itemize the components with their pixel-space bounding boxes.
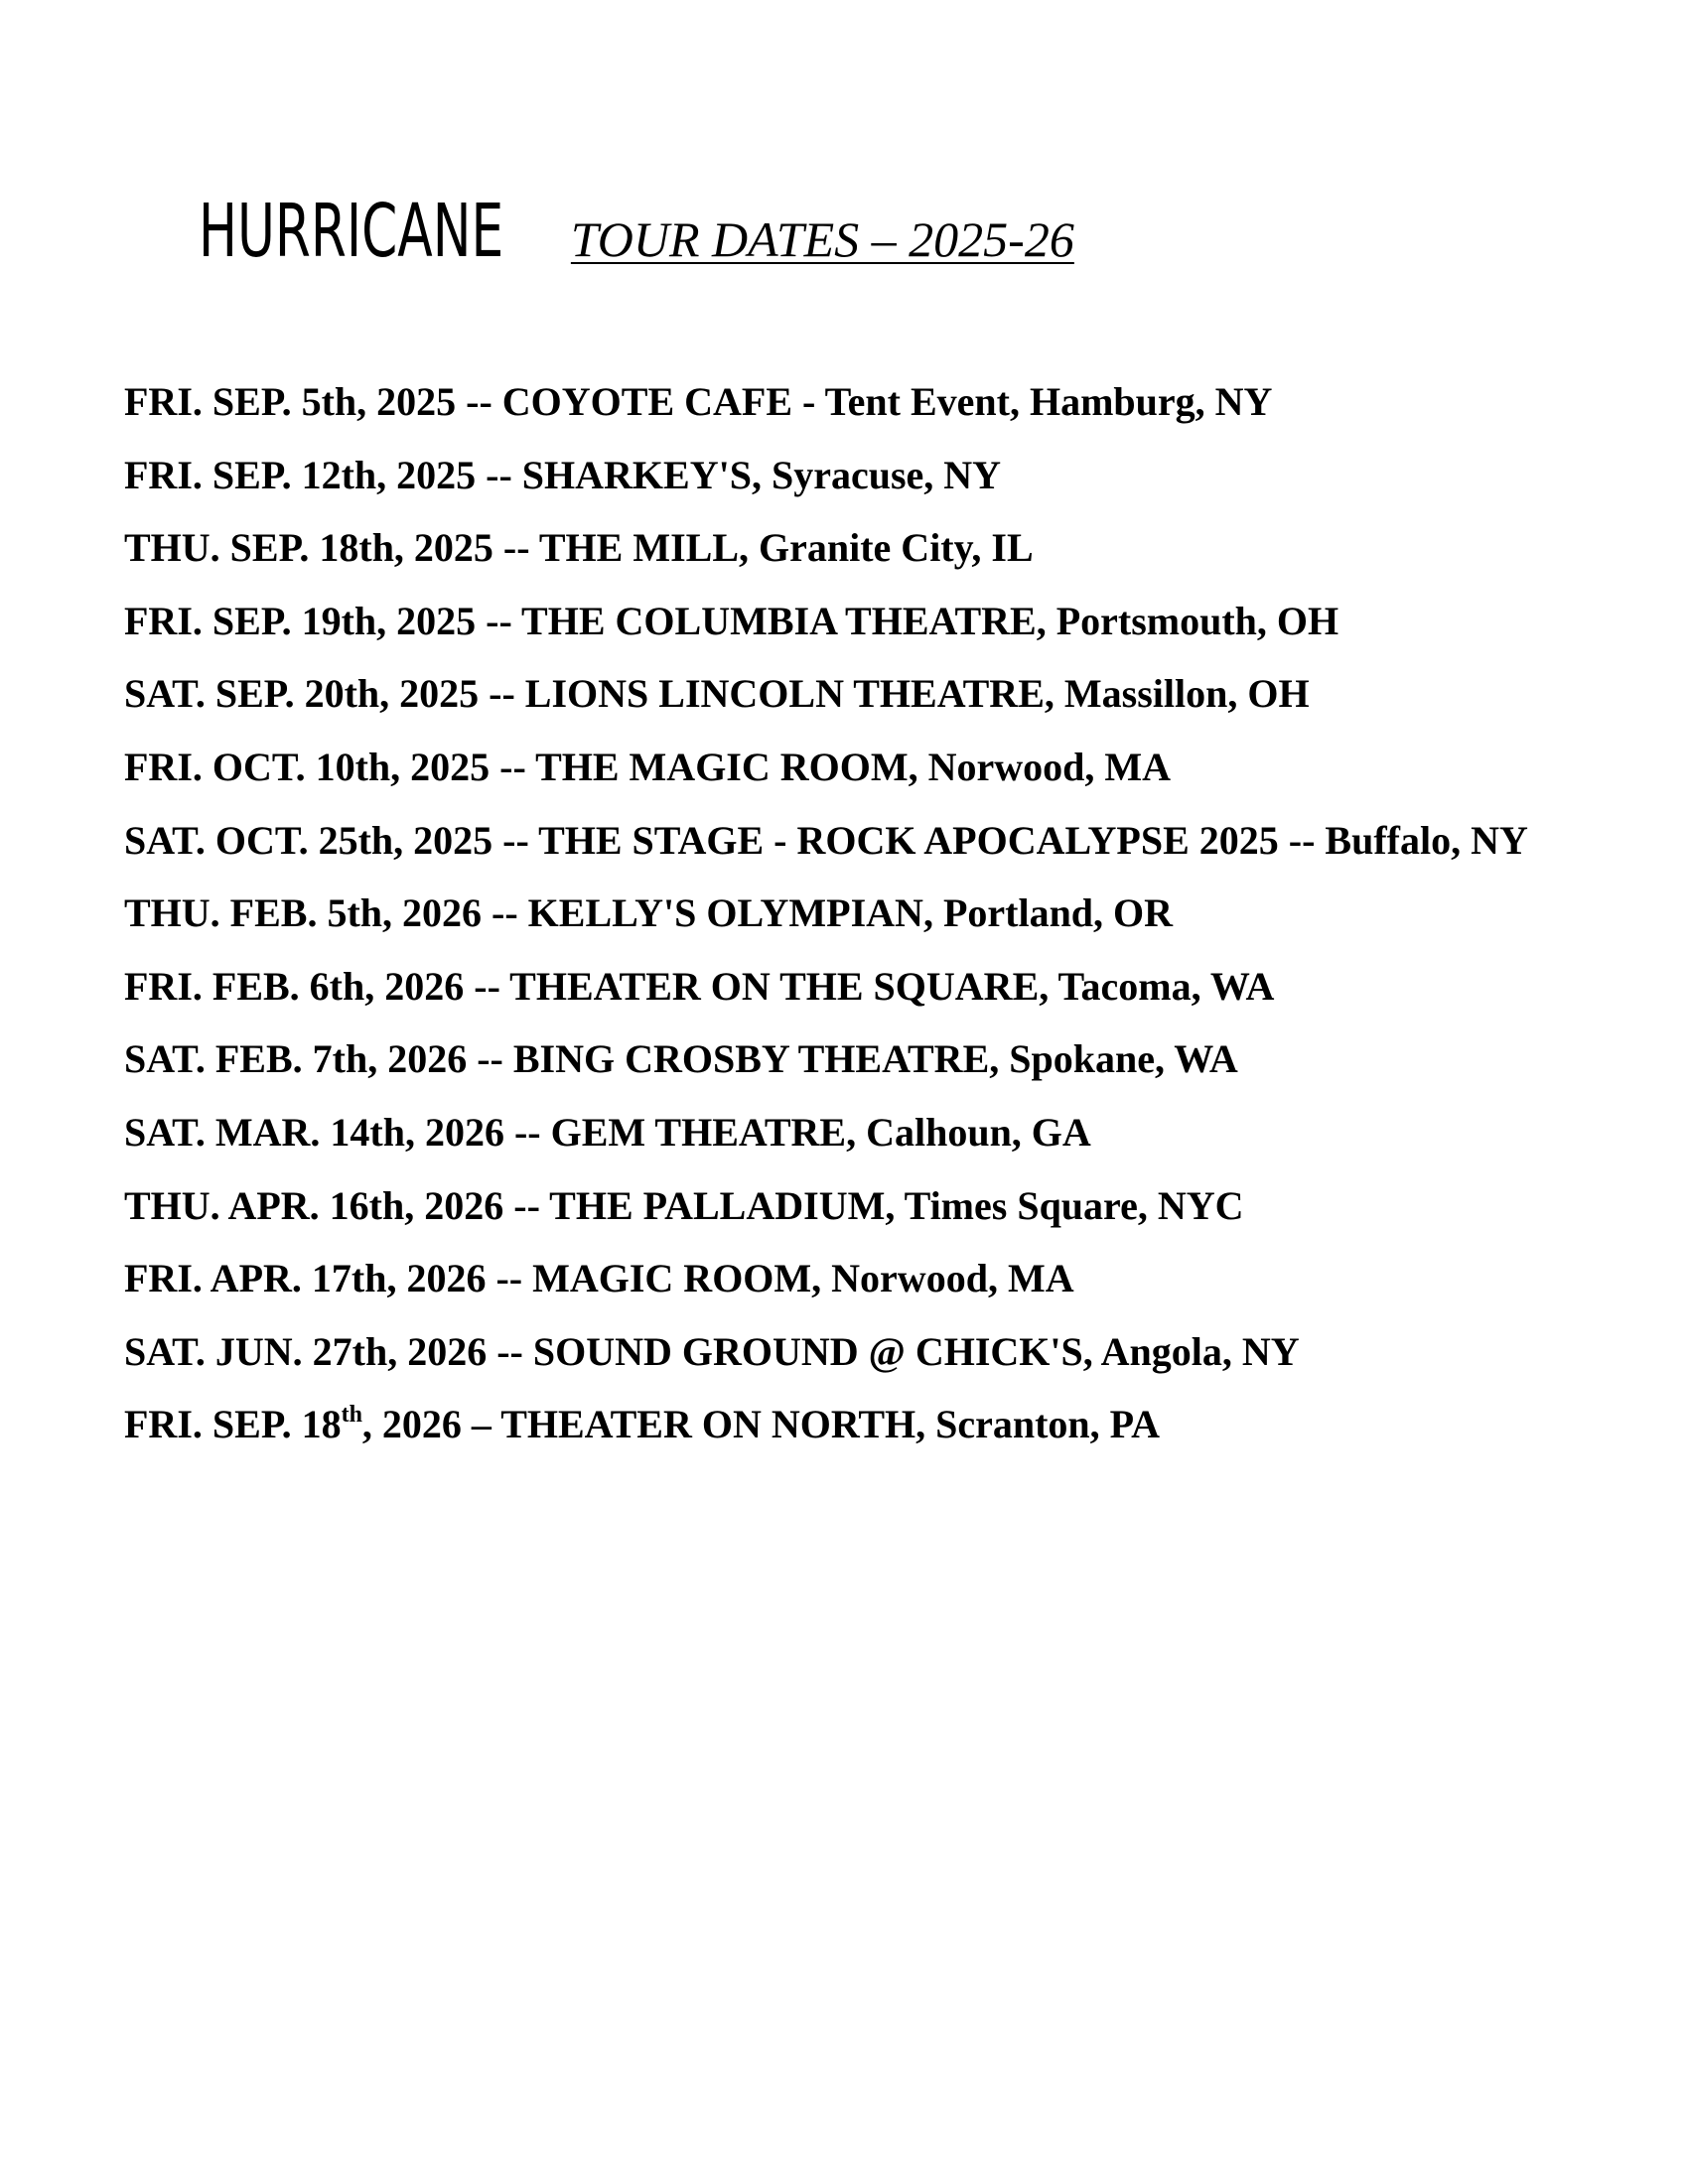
tour-date-row: FRI. OCT. 10th, 2025 -- THE MAGIC ROOM, Norwood, MA: [124, 744, 1172, 789]
tour-date-row-last: [124, 1395, 1673, 1468]
tour-date-row: THU. APR. 16th, 2026 -- THE PALLADIUM, Times Square, NYC: [124, 1182, 1244, 1228]
tour-date-row: SAT. FEB. 7th, 2026 -- BING CROSBY THEATRE, Spokane, WA: [124, 1036, 1238, 1082]
tour-date-row: FRI. SEP. 5th, 2025 -- COYOTE CAFE - Tent Event, Hamburg, NY: [124, 379, 1273, 424]
band-name-logo: HURRICANE: [199, 189, 504, 274]
last-date-prefix: FRI. SEP. 18: [124, 1402, 342, 1447]
tour-date-row: FRI. FEB. 6th, 2026 -- THEATER ON THE SQUARE, Tacoma, WA: [124, 963, 1275, 1009]
tour-date-row: SAT. SEP. 20th, 2025 -- LIONS LINCOLN THEATRE, Massillon, OH: [124, 671, 1310, 717]
tour-date-row: THU. FEB. 5th, 2026 -- KELLY'S OLYMPIAN, Portland, OR: [124, 890, 1174, 936]
document-header: [199, 189, 1074, 274]
last-date-rest: , 2026 – THEATER ON NORTH, Scranton, PA: [361, 1402, 1161, 1447]
tour-date-row: THU. SEP. 18th, 2025 -- THE MILL, Granite City, IL: [124, 525, 1034, 571]
tour-date-row: SAT. OCT. 25th, 2025 -- THE STAGE - ROCK APOCALYPSE 2025 -- Buffalo, NY: [124, 817, 1528, 863]
tour-date-row: FRI. SEP. 12th, 2025 -- SHARKEY'S, Syracuse, NY: [124, 452, 1002, 497]
last-date-ordinal-suffix: th: [341, 1402, 362, 1429]
tour-date-row: FRI. SEP. 19th, 2025 -- THE COLUMBIA THEATRE, Portsmouth, OH: [124, 598, 1339, 643]
tour-date-row: SAT. MAR. 14th, 2026 -- GEM THEATRE, Calhoun, GA: [124, 1109, 1091, 1155]
tour-date-row: FRI. APR. 17th, 2026 -- MAGIC ROOM, Norwood, MA: [124, 1256, 1074, 1301]
tour-dates-list: [124, 372, 1673, 1468]
tour-date-row: SAT. JUN. 27th, 2026 -- SOUND GROUND @ CHICK'S, Angola, NY: [124, 1328, 1300, 1374]
tour-dates-heading: TOUR DATES – 2025-26: [570, 211, 1074, 267]
